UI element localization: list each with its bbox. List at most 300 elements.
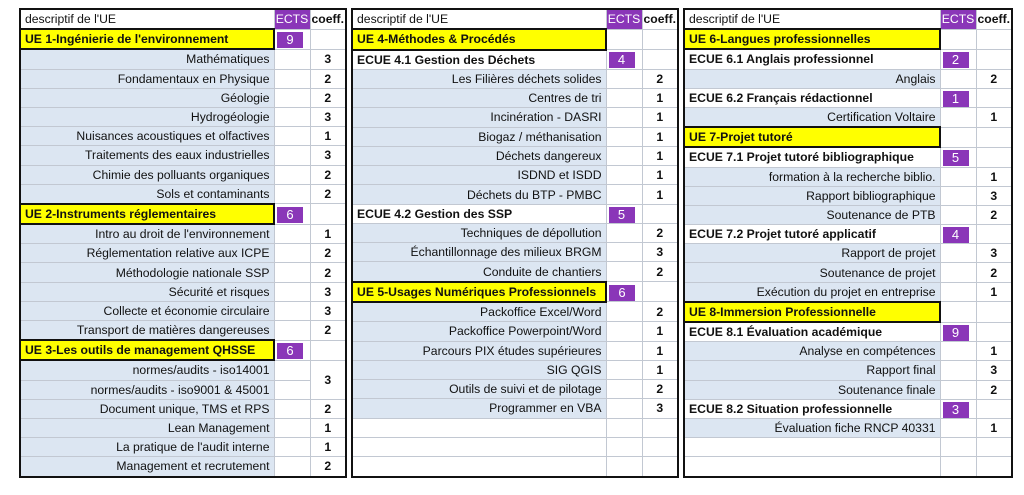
ects-badge: 4 bbox=[943, 227, 969, 243]
course-name: formation à la recherche biblio. bbox=[684, 167, 940, 186]
ue-table-1 bbox=[19, 8, 347, 478]
coeff-value: 1 bbox=[642, 322, 678, 341]
course-name: Parcours PIX études supérieures bbox=[352, 341, 606, 360]
coeff-value: 2 bbox=[310, 321, 346, 341]
course-name: Packoffice Powerpoint/Word bbox=[352, 322, 606, 341]
ects-cell bbox=[606, 108, 642, 127]
coeff-value: 2 bbox=[310, 244, 346, 263]
ecue-row bbox=[684, 49, 1012, 69]
course-name: Biogaz / méthanisation bbox=[352, 127, 606, 146]
course-row bbox=[352, 360, 678, 379]
ects-cell bbox=[940, 205, 976, 224]
course-row bbox=[684, 418, 1012, 437]
empty-cell bbox=[642, 457, 678, 477]
coeff-value: 1 bbox=[642, 108, 678, 127]
header-coeff: coeff. bbox=[642, 9, 678, 29]
course-row bbox=[684, 69, 1012, 88]
header-ects: ECTS bbox=[606, 9, 642, 29]
coeff-cell bbox=[976, 322, 1012, 342]
ects-cell bbox=[274, 340, 310, 360]
ecue-row bbox=[684, 399, 1012, 418]
ue-tables-container bbox=[19, 8, 1013, 478]
coeff-value: 1 bbox=[976, 418, 1012, 437]
ects-cell bbox=[274, 438, 310, 457]
course-row bbox=[684, 380, 1012, 399]
ecue-row bbox=[684, 88, 1012, 107]
course-row bbox=[352, 127, 678, 146]
ects-cell bbox=[606, 322, 642, 341]
header-desc: descriptif de l'UE bbox=[684, 9, 940, 29]
course-row bbox=[20, 457, 346, 477]
ects-cell bbox=[940, 302, 976, 322]
coeff-value: 2 bbox=[976, 263, 1012, 282]
ects-cell bbox=[274, 244, 310, 263]
course-row bbox=[352, 146, 678, 165]
header-row bbox=[352, 9, 678, 29]
course-row bbox=[352, 243, 678, 262]
coeff-value: 3 bbox=[310, 107, 346, 126]
coeff-cell bbox=[310, 340, 346, 360]
course-name: Échantillonnage des milieux BRGM bbox=[352, 243, 606, 262]
course-name: Hydrogéologie bbox=[20, 107, 274, 126]
ects-cell bbox=[606, 204, 642, 223]
ects-cell bbox=[606, 127, 642, 146]
course-name: Rapport de projet bbox=[684, 244, 940, 263]
empty-cell bbox=[606, 457, 642, 477]
ects-cell bbox=[606, 29, 642, 49]
course-row bbox=[20, 418, 346, 437]
ects-badge: 9 bbox=[943, 325, 969, 341]
empty-cell bbox=[684, 438, 940, 457]
course-row bbox=[352, 69, 678, 88]
course-name: Géologie bbox=[20, 88, 274, 107]
course-name: normes/audits - iso14001 bbox=[20, 360, 274, 380]
coeff-value: 3 bbox=[976, 244, 1012, 263]
coeff-value: 2 bbox=[642, 262, 678, 282]
course-row bbox=[20, 399, 346, 418]
coeff-value: 2 bbox=[642, 223, 678, 242]
ects-badge: 6 bbox=[277, 207, 303, 223]
course-name: Méthodologie nationale SSP bbox=[20, 263, 274, 282]
course-row bbox=[20, 321, 346, 341]
coeff-value: 3 bbox=[310, 360, 346, 399]
course-name: Intro au droit de l'environnement bbox=[20, 224, 274, 244]
ue-row bbox=[684, 127, 1012, 147]
ects-badge: 3 bbox=[943, 402, 969, 418]
ects-cell bbox=[940, 29, 976, 49]
ects-cell bbox=[606, 341, 642, 360]
ects-cell bbox=[274, 69, 310, 88]
coeff-value: 3 bbox=[642, 243, 678, 262]
coeff-value: 1 bbox=[976, 107, 1012, 127]
ue-row bbox=[352, 29, 678, 49]
ects-cell bbox=[940, 167, 976, 186]
course-name: Incinération - DASRI bbox=[352, 108, 606, 127]
coeff-value: 1 bbox=[310, 127, 346, 146]
ue-title: UE 1-Ingénierie de l'environnement bbox=[20, 29, 274, 49]
coeff-cell bbox=[976, 49, 1012, 69]
coeff-value: 3 bbox=[976, 186, 1012, 205]
course-name: Exécution du projet en entreprise bbox=[684, 282, 940, 302]
coeff-value: 1 bbox=[642, 89, 678, 108]
ue-title: UE 6-Langues professionnelles bbox=[684, 29, 940, 49]
course-row bbox=[352, 262, 678, 282]
ects-cell bbox=[606, 380, 642, 399]
course-row bbox=[20, 184, 346, 204]
coeff-value: 2 bbox=[976, 205, 1012, 224]
ects-cell bbox=[274, 399, 310, 418]
ecue-title: ECUE 4.1 Gestion des Déchets bbox=[352, 50, 606, 70]
course-name: Techniques de dépollution bbox=[352, 223, 606, 242]
course-name: Réglementation relative aux ICPE bbox=[20, 244, 274, 263]
ue-row bbox=[20, 204, 346, 224]
course-name: Anglais bbox=[684, 69, 940, 88]
coeff-value: 2 bbox=[310, 399, 346, 418]
ecue-row bbox=[684, 225, 1012, 244]
ects-cell bbox=[606, 166, 642, 185]
coeff-value: 1 bbox=[642, 166, 678, 185]
course-row bbox=[20, 263, 346, 282]
ue-row bbox=[20, 29, 346, 49]
course-row bbox=[684, 205, 1012, 224]
ue-table-2 bbox=[351, 8, 679, 478]
ecue-title: ECUE 7.2 Projet tutoré applicatif bbox=[684, 225, 940, 244]
ue-title: UE 4-Méthodes & Procédés bbox=[352, 29, 606, 49]
coeff-value: 2 bbox=[310, 69, 346, 88]
course-row bbox=[684, 361, 1012, 380]
empty-cell bbox=[940, 457, 976, 477]
ects-cell bbox=[940, 186, 976, 205]
ects-cell bbox=[606, 185, 642, 204]
ects-cell bbox=[274, 360, 310, 380]
coeff-value: 1 bbox=[976, 342, 1012, 361]
ects-cell bbox=[940, 107, 976, 127]
coeff-value: 2 bbox=[310, 88, 346, 107]
empty-cell bbox=[976, 438, 1012, 457]
ecue-title: ECUE 4.2 Gestion des SSP bbox=[352, 204, 606, 223]
course-row bbox=[352, 322, 678, 341]
header-desc: descriptif de l'UE bbox=[20, 9, 274, 29]
coeff-cell bbox=[976, 147, 1012, 167]
coeff-value: 1 bbox=[976, 282, 1012, 302]
ects-cell bbox=[606, 146, 642, 165]
course-name: Nuisances acoustiques et olfactives bbox=[20, 127, 274, 146]
course-name: Outils de suivi et de pilotage bbox=[352, 380, 606, 399]
empty-cell bbox=[606, 437, 642, 456]
ects-badge: 4 bbox=[609, 52, 635, 68]
empty-cell bbox=[642, 437, 678, 456]
empty-row bbox=[684, 438, 1012, 457]
ects-cell bbox=[274, 49, 310, 69]
coeff-value: 1 bbox=[642, 185, 678, 204]
ects-cell bbox=[606, 262, 642, 282]
course-row bbox=[20, 107, 346, 126]
ects-cell bbox=[940, 127, 976, 147]
ects-badge: 6 bbox=[609, 285, 635, 301]
course-name: Transport de matières dangereuses bbox=[20, 321, 274, 341]
course-name: Mathématiques bbox=[20, 49, 274, 69]
course-name: Conduite de chantiers bbox=[352, 262, 606, 282]
ecue-title: ECUE 6.2 Français rédactionnel bbox=[684, 88, 940, 107]
ects-cell bbox=[606, 282, 642, 302]
ects-cell bbox=[274, 127, 310, 146]
course-row bbox=[352, 108, 678, 127]
coeff-value: 1 bbox=[642, 146, 678, 165]
coeff-value: 3 bbox=[642, 399, 678, 418]
ects-cell bbox=[274, 418, 310, 437]
ects-cell bbox=[274, 146, 310, 165]
ects-cell bbox=[606, 360, 642, 379]
course-name: Évaluation fiche RNCP 40331 bbox=[684, 418, 940, 437]
course-name: Certification Voltaire bbox=[684, 107, 940, 127]
ecue-row bbox=[684, 147, 1012, 167]
course-row bbox=[684, 167, 1012, 186]
course-row bbox=[352, 399, 678, 418]
ects-cell bbox=[274, 321, 310, 341]
ects-cell bbox=[274, 282, 310, 301]
ue-table-3 bbox=[683, 8, 1013, 478]
coeff-cell bbox=[310, 204, 346, 224]
course-name: Déchets du BTP - PMBC bbox=[352, 185, 606, 204]
course-row bbox=[20, 224, 346, 244]
course-row bbox=[20, 49, 346, 69]
ects-cell bbox=[606, 69, 642, 88]
ecue-title: ECUE 6.1 Anglais professionnel bbox=[684, 49, 940, 69]
ects-cell bbox=[274, 224, 310, 244]
coeff-value: 2 bbox=[310, 457, 346, 477]
course-name: Document unique, TMS et RPS bbox=[20, 399, 274, 418]
coeff-value: 3 bbox=[310, 49, 346, 69]
course-row bbox=[20, 88, 346, 107]
ects-cell bbox=[940, 399, 976, 418]
coeff-cell bbox=[976, 29, 1012, 49]
empty-cell bbox=[940, 438, 976, 457]
course-name: SIG QGIS bbox=[352, 360, 606, 379]
header-row bbox=[20, 9, 346, 29]
course-row bbox=[684, 244, 1012, 263]
ects-cell bbox=[606, 89, 642, 108]
ue-row bbox=[684, 29, 1012, 49]
course-name: Soutenance de projet bbox=[684, 263, 940, 282]
course-name: Les Filières déchets solides bbox=[352, 69, 606, 88]
course-name: Programmer en VBA bbox=[352, 399, 606, 418]
empty-cell bbox=[352, 457, 606, 477]
coeff-value: 3 bbox=[310, 301, 346, 320]
ects-cell bbox=[940, 244, 976, 263]
ecue-title: ECUE 7.1 Projet tutoré bibliographique bbox=[684, 147, 940, 167]
coeff-cell bbox=[976, 302, 1012, 322]
course-name: Analyse en compétences bbox=[684, 342, 940, 361]
course-name: Soutenance finale bbox=[684, 380, 940, 399]
course-row bbox=[352, 223, 678, 242]
course-name: ISDND et ISDD bbox=[352, 166, 606, 185]
course-name: Sols et contaminants bbox=[20, 184, 274, 204]
coeff-value: 1 bbox=[310, 418, 346, 437]
ects-cell bbox=[940, 342, 976, 361]
course-row bbox=[684, 282, 1012, 302]
course-name: Déchets dangereux bbox=[352, 146, 606, 165]
ects-cell bbox=[274, 107, 310, 126]
course-row bbox=[20, 69, 346, 88]
ects-cell bbox=[940, 49, 976, 69]
ects-cell bbox=[940, 69, 976, 88]
coeff-value: 2 bbox=[310, 184, 346, 204]
coeff-value: 1 bbox=[642, 341, 678, 360]
coeff-cell bbox=[310, 29, 346, 49]
ue-title: UE 8-Immersion Professionnelle bbox=[684, 302, 940, 322]
ue-row bbox=[20, 340, 346, 360]
header-ects: ECTS bbox=[940, 9, 976, 29]
course-row bbox=[684, 107, 1012, 127]
course-name: Rapport final bbox=[684, 361, 940, 380]
empty-row bbox=[684, 457, 1012, 477]
ects-cell bbox=[940, 263, 976, 282]
course-row bbox=[20, 127, 346, 146]
header-ects: ECTS bbox=[274, 9, 310, 29]
coeff-cell bbox=[976, 225, 1012, 244]
ects-cell bbox=[274, 165, 310, 184]
ecue-title: ECUE 8.1 Évaluation académique bbox=[684, 322, 940, 342]
course-row bbox=[352, 341, 678, 360]
course-row bbox=[20, 360, 346, 380]
coeff-value: 1 bbox=[976, 167, 1012, 186]
ects-cell bbox=[274, 457, 310, 477]
ue-title: UE 7-Projet tutoré bbox=[684, 127, 940, 147]
course-row bbox=[352, 166, 678, 185]
coeff-value: 2 bbox=[976, 380, 1012, 399]
ects-badge: 9 bbox=[277, 32, 303, 48]
coeff-cell bbox=[642, 282, 678, 302]
course-row bbox=[20, 438, 346, 457]
coeff-value: 2 bbox=[642, 69, 678, 88]
ects-cell bbox=[274, 204, 310, 224]
ue-title: UE 2-Instruments réglementaires bbox=[20, 204, 274, 224]
ects-cell bbox=[274, 301, 310, 320]
ects-cell bbox=[940, 147, 976, 167]
course-name: Chimie des polluants organiques bbox=[20, 165, 274, 184]
ects-cell bbox=[274, 88, 310, 107]
ects-cell bbox=[606, 243, 642, 262]
course-name: Soutenance de PTB bbox=[684, 205, 940, 224]
course-row bbox=[20, 380, 346, 399]
coeff-cell bbox=[642, 204, 678, 223]
coeff-cell bbox=[976, 127, 1012, 147]
course-name: Traitements des eaux industrielles bbox=[20, 146, 274, 165]
course-name: Fondamentaux en Physique bbox=[20, 69, 274, 88]
ects-badge: 5 bbox=[609, 207, 635, 223]
course-row bbox=[352, 89, 678, 108]
coeff-value: 1 bbox=[310, 224, 346, 244]
course-name: Rapport bibliographique bbox=[684, 186, 940, 205]
coeff-cell bbox=[642, 50, 678, 70]
empty-cell bbox=[642, 418, 678, 437]
ects-cell bbox=[940, 225, 976, 244]
ects-badge: 5 bbox=[943, 150, 969, 166]
coeff-value: 2 bbox=[642, 302, 678, 322]
coeff-cell bbox=[642, 29, 678, 49]
ecue-row bbox=[352, 50, 678, 70]
coeff-value: 3 bbox=[976, 361, 1012, 380]
ects-cell bbox=[940, 361, 976, 380]
coeff-value: 2 bbox=[642, 380, 678, 399]
course-name: Packoffice Excel/Word bbox=[352, 302, 606, 322]
ects-cell bbox=[274, 184, 310, 204]
coeff-cell bbox=[976, 399, 1012, 418]
header-coeff: coeff. bbox=[310, 9, 346, 29]
course-row bbox=[20, 244, 346, 263]
ecue-row bbox=[352, 204, 678, 223]
ects-cell bbox=[274, 380, 310, 399]
ue-row bbox=[684, 302, 1012, 322]
ects-cell bbox=[940, 380, 976, 399]
ects-cell bbox=[940, 282, 976, 302]
course-row bbox=[20, 165, 346, 184]
ects-cell bbox=[274, 263, 310, 282]
header-coeff: coeff. bbox=[976, 9, 1012, 29]
ects-badge: 6 bbox=[277, 343, 303, 359]
ue-title: UE 3-Les outils de management QHSSE bbox=[20, 340, 274, 360]
ects-cell bbox=[940, 418, 976, 437]
coeff-value: 2 bbox=[976, 69, 1012, 88]
ects-badge: 2 bbox=[943, 52, 969, 68]
ue-row bbox=[352, 282, 678, 302]
coeff-value: 2 bbox=[310, 165, 346, 184]
ecue-title: ECUE 8.2 Situation professionnelle bbox=[684, 399, 940, 418]
empty-cell bbox=[976, 457, 1012, 477]
course-name: Centres de tri bbox=[352, 89, 606, 108]
course-name: normes/audits - iso9001 & 45001 bbox=[20, 380, 274, 399]
course-row bbox=[20, 301, 346, 320]
course-name: Sécurité et risques bbox=[20, 282, 274, 301]
empty-cell bbox=[352, 437, 606, 456]
coeff-value: 1 bbox=[642, 360, 678, 379]
coeff-value: 1 bbox=[310, 438, 346, 457]
header-desc: descriptif de l'UE bbox=[352, 9, 606, 29]
coeff-value: 2 bbox=[310, 263, 346, 282]
ects-cell bbox=[606, 223, 642, 242]
header-row bbox=[684, 9, 1012, 29]
ue-title: UE 5-Usages Numériques Professionnels bbox=[352, 282, 606, 302]
empty-row bbox=[352, 418, 678, 437]
course-row bbox=[684, 263, 1012, 282]
ects-cell bbox=[274, 29, 310, 49]
course-name: La pratique de l'audit interne bbox=[20, 438, 274, 457]
ects-cell bbox=[940, 88, 976, 107]
empty-cell bbox=[352, 418, 606, 437]
course-row bbox=[684, 186, 1012, 205]
ects-badge: 1 bbox=[943, 91, 969, 107]
course-name: Management et recrutement bbox=[20, 457, 274, 477]
empty-cell bbox=[606, 418, 642, 437]
course-name: Collecte et économie circulaire bbox=[20, 301, 274, 320]
coeff-value: 1 bbox=[642, 127, 678, 146]
empty-row bbox=[352, 437, 678, 456]
coeff-value: 3 bbox=[310, 282, 346, 301]
ects-cell bbox=[940, 322, 976, 342]
course-row bbox=[20, 146, 346, 165]
coeff-cell bbox=[976, 88, 1012, 107]
course-row bbox=[352, 380, 678, 399]
ecue-row bbox=[684, 322, 1012, 342]
course-name: Lean Management bbox=[20, 418, 274, 437]
course-row bbox=[684, 342, 1012, 361]
ects-cell bbox=[606, 50, 642, 70]
course-row bbox=[20, 282, 346, 301]
empty-row bbox=[352, 457, 678, 477]
empty-cell bbox=[684, 457, 940, 477]
ects-cell bbox=[606, 399, 642, 418]
coeff-value: 3 bbox=[310, 146, 346, 165]
